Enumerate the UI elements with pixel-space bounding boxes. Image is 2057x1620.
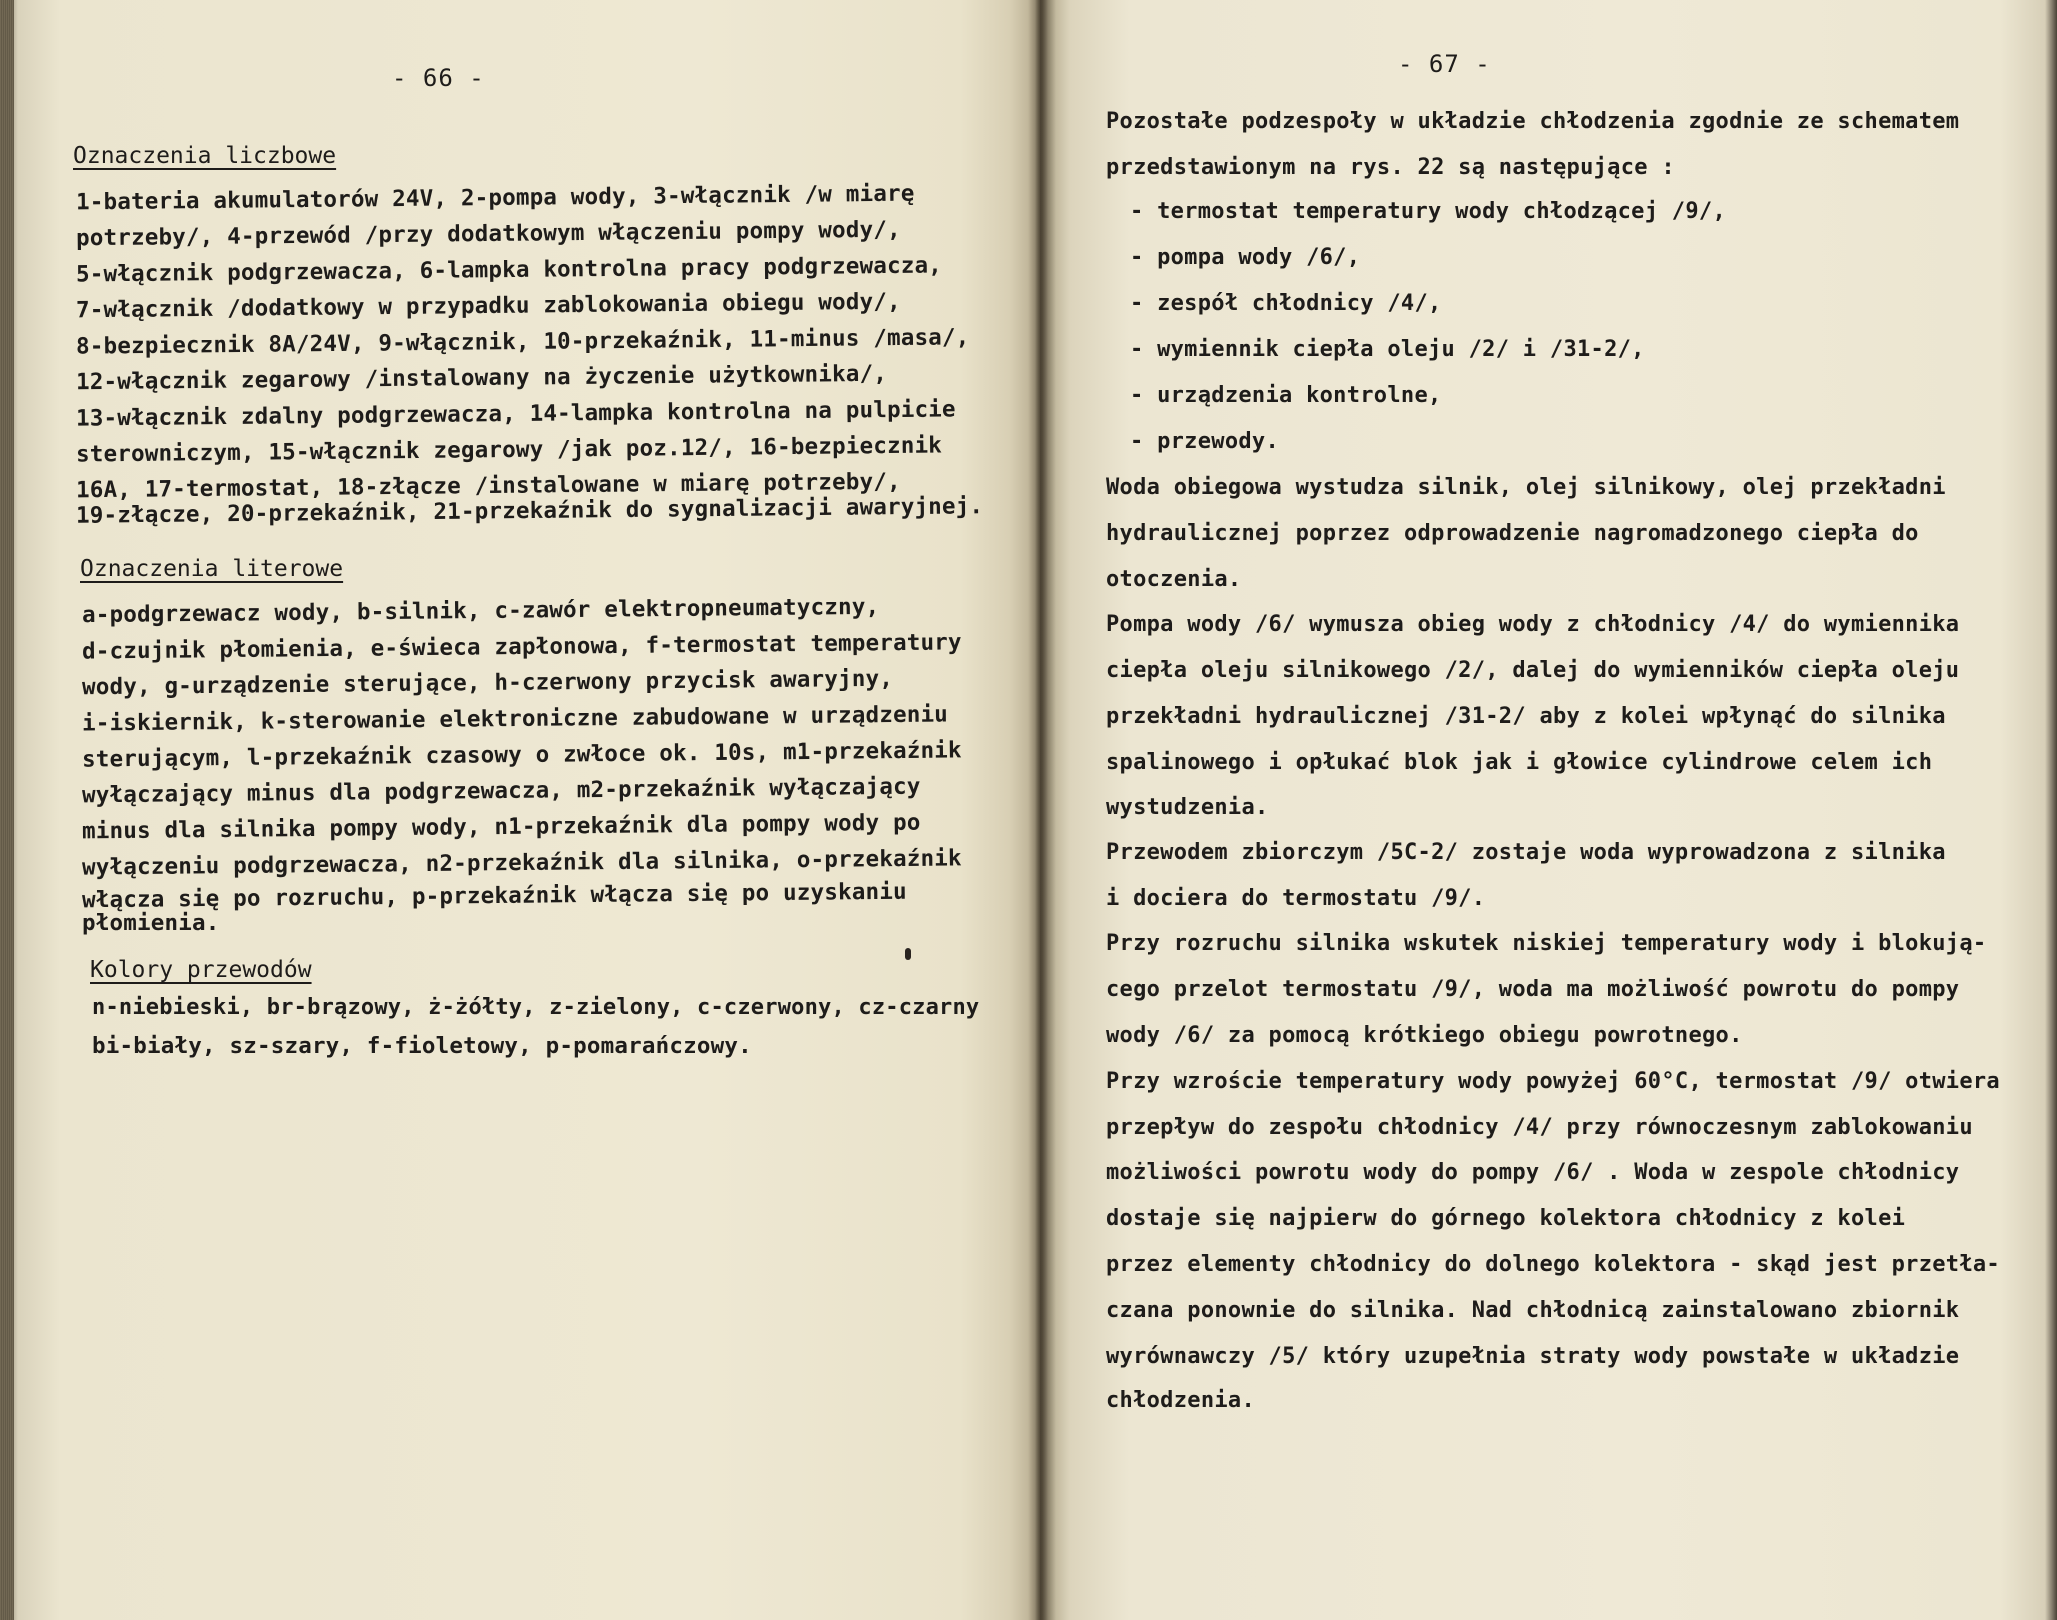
text-line: płomienia. [82, 910, 220, 936]
text-line: wyrównawczy /5/ który uzupełnia straty wody powstałe w układzie [1106, 1344, 1960, 1369]
text-line: i dociera do termostatu /9/. [1106, 886, 1486, 911]
text-line: 8-bezpiecznik 8A/24V, 9-włącznik, 10-przekaźnik, 11-minus /masa/, [75, 324, 970, 360]
text-line: Przewodem zbiorczym /5C-2/ zostaje woda wyprowadzona z silnika [1106, 840, 1946, 865]
text-line: wyłączający minus dla podgrzewacza, m2-przekaźnik wyłączający [81, 773, 921, 809]
text-line: 12-włącznik zegarowy /instalowany na życzenie użytkownika/, [75, 360, 888, 396]
text-line: 16A, 17-termostat, 18-złącze /instalowane w miarę potrzeby/, [75, 468, 901, 504]
text-line: przepływ do zespołu chłodnicy /4/ przy równoczesnym zablokowaniu [1106, 1115, 1973, 1140]
text-line: sterującym, l-przekaźnik czasowy o zwłoce ok. 10s, m1-przekaźnik [81, 737, 962, 773]
bullet-item: - przewody. [1130, 429, 1279, 454]
text-line: wyłączeniu podgrzewacza, n2-przekaźnik dla silnika, o-przekaźnik [81, 845, 962, 881]
text-line: możliwości powrotu wody do pompy /6/ . Woda w zespole chłodnicy [1106, 1160, 1960, 1185]
text-line: cego przelot termostatu /9/, woda ma możliwość powrotu do pompy [1106, 977, 1960, 1002]
text-line: otoczenia. [1106, 567, 1242, 592]
text-line: sterowniczym, 15-włącznik zegarowy /jak poz.12/, 16-bezpiecznik [75, 432, 943, 468]
text-line: a-podgrzewacz wody, b-silnik, c-zawór elektropneumatyczny, [81, 593, 880, 629]
text-line: przez elementy chłodnicy do dolnego kolektora - skąd jest przetła- [1106, 1252, 2000, 1277]
text-line: n-niebieski, br-brązowy, ż-żółty, z-zielony, c-czerwony, cz-czarny [92, 995, 980, 1020]
text-line: spalinowego i opłukać blok jak i głowice cylindrowe celem ich [1106, 750, 1933, 775]
text-line: potrzeby/, 4-przewód /przy dodatkowym włączeniu pompy wody/, [75, 216, 901, 252]
text-line: Pompa wody /6/ wymusza obieg wody z chłodnicy /4/ do wymiennika [1106, 612, 1960, 637]
text-line: dostaje się najpierw do górnego kolektora chłodnicy z kolei [1106, 1206, 1906, 1231]
text-line: 1-bateria akumulatorów 24V, 2-pompa wody, 3-włącznik /w miarę [75, 180, 915, 216]
text-line: hydraulicznej poprzez odprowadzenie nagromadzonego ciepła do [1106, 521, 1919, 546]
text-line: wystudzenia. [1106, 795, 1269, 820]
text-line: 5-włącznik podgrzewacza, 6-lampka kontrolna pracy podgrzewacza, [75, 252, 943, 288]
bullet-item: - urządzenia kontrolne, [1130, 383, 1442, 408]
text-line: Przy wzroście temperatury wody powyżej 60°C, termostat /9/ otwiera [1106, 1069, 2000, 1094]
heading-letter-labels: Oznaczenia literowe [80, 556, 344, 582]
text-line: włącza się po rozruchu, p-przekaźnik włącza się po uzyskaniu [81, 878, 907, 914]
bullet-item: - zespół chłodnicy /4/, [1130, 291, 1442, 316]
text-line: Przy rozruchu silnika wskutek niskiej temperatury wody i blokują- [1106, 931, 1987, 956]
text-line: 13-włącznik zdalny podgrzewacza, 14-lampka kontrolna na pulpicie [75, 396, 956, 432]
text-line: przekładni hydraulicznej /31-2/ aby z kolei wpłynąć do silnika [1106, 704, 1946, 729]
page-number-left: - 66 - [392, 64, 485, 92]
text-line: d-czujnik płomienia, e-świeca zapłonowa, f-termostat temperatury [81, 629, 962, 665]
text-line: i-iskiernik, k-sterowanie elektroniczne zabudowane w urządzeniu [81, 701, 949, 737]
text-line: bi-biały, sz-szary, f-fioletowy, p-pomarańczowy. [92, 1033, 752, 1059]
page-number-right: - 67 - [1398, 50, 1491, 78]
bullet-item: - wymiennik ciepła oleju /2/ i /31-2/, [1130, 337, 1645, 362]
bullet-item: - pompa wody /6/, [1130, 245, 1361, 270]
text-line: minus dla silnika pompy wody, n1-przekaźnik dla pompy wody po [81, 809, 921, 845]
heading-wire-colors: Kolory przewodów [90, 957, 312, 983]
text-line: 7-włącznik /dodatkowy w przypadku zablokowania obiegu wody/, [75, 288, 901, 324]
text-line: ciepła oleju silnikowego /2/, dalej do wymienników ciepła oleju [1106, 658, 1960, 683]
page-edges [0, 0, 14, 1620]
text-line: Woda obiegowa wystudza silnik, olej silnikowy, olej przekładni [1106, 475, 1946, 500]
bullet-item: - termostat temperatury wody chłodzącej /9/, [1130, 199, 1726, 224]
text-line: przedstawionym na rys. 22 są następujące : [1106, 155, 1675, 180]
text-line: 19-złącze, 20-przekaźnik, 21-przekaźnik do sygnalizacji awaryjnej. [75, 493, 984, 529]
text-line: chłodzenia. [1106, 1388, 1255, 1413]
text-line: Pozostałe podzespoły w układzie chłodzenia zgodnie ze schematem [1106, 109, 1960, 134]
text-line: czana ponownie do silnika. Nad chłodnicą zainstalowano zbiornik [1106, 1298, 1960, 1323]
ink-speck [905, 948, 911, 960]
book-gutter [1028, 0, 1056, 1620]
heading-numeric-labels: Oznaczenia liczbowe [73, 143, 337, 169]
text-line: wody, g-urządzenie sterujące, h-czerwony przycisk awaryjny, [81, 665, 894, 701]
text-line: wody /6/ za pomocą krótkiego obiegu powrotnego. [1106, 1023, 1743, 1048]
